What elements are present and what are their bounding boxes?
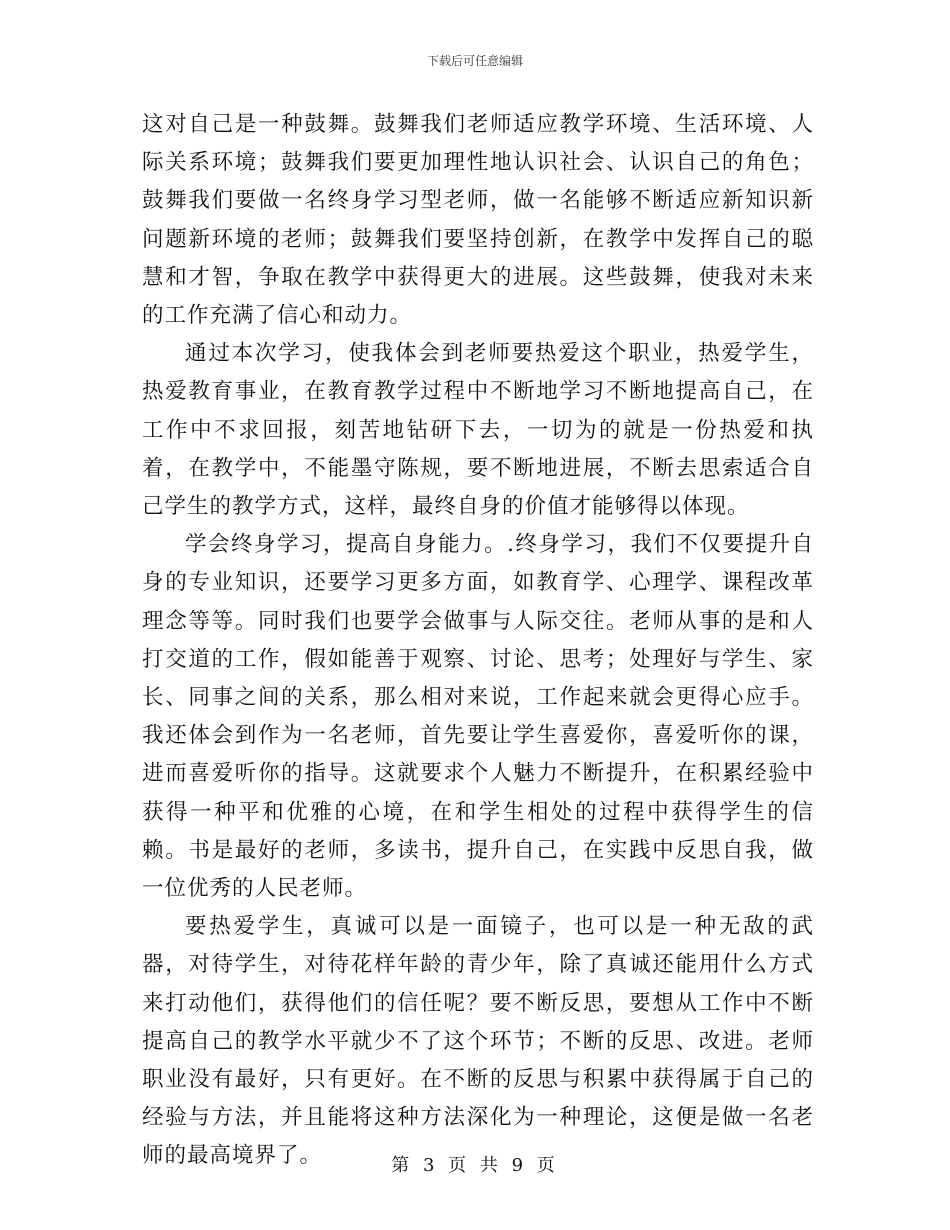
page-header: 下载后可任意编辑 <box>426 54 523 68</box>
paragraph-2: 通过本次学习，使我体会到老师要热爱这个职业，热爱学生，热爱教育事业，在教育教学过程中不断地学习不断地提高自己，在工作中不求回报，刻苦地钻研下去，一切为的就是一份热爱和执着，在教学中，不能墨守陈规，要不断地进展，不断去思索适合自己学生的教学方式，这样，最终自身的价值才能够得以体现。 <box>142 341 814 520</box>
document-body <box>142 106 814 1176</box>
page-number: 第 3 页 共 9 页 <box>391 1155 559 1176</box>
paragraph-3: 学会终身学习，提高自身能力。.终身学习，我们不仅要提升自身的专业知识，还要学习更多方面，如教育学、心理学、课程改革理念等等。同时我们也要学会做事与人际交往。老师从事的是和人打交道的工作，假如能善于观察、讨论、思考；处理好与学生、家长、同事之间的关系，那么相对来说，工作起来就会更得心应手。我还体会到作为一名老师，首先要让学生喜爱你，喜爱听你的课，进而喜爱听你的指导。这就要求个人魅力不断提升，在积累经验中获得一种平和优雅的心境，在和学生相处的过程中获得学生的信赖。书是最好的老师，多读书，提升自己，在实践中反思自我，做一位优秀的人民老师。 <box>142 532 814 902</box>
paragraph-4: 要热爱学生，真诚可以是一面镜子，也可以是一种无敌的武器，对待学生，对待花样年龄的青少年，除了真诚还能用什么方式来打动他们，获得他们的信任呢？要不断反思，要想从工作中不断提高自己的教学水平就少不了这个环节；不断的反思、改进。老师职业没有最好，只有更好。在不断的反思与积累中获得属于自己的经验与方法，并且能将这种方法深化为一种理论，这便是做一名老师的最高境界了。 <box>142 914 814 1169</box>
paragraph-1: 这对自己是一种鼓舞。鼓舞我们老师适应教学环境、生活环境、人际关系环境；鼓舞我们要更加理性地认识社会、认识自己的角色；鼓舞我们要做一名终身学习型老师，做一名能够不断适应新知识新问题新环境的老师；鼓舞我们要坚持创新，在教学中发挥自己的聪慧和才智，争取在教学中获得更大的进展。这些鼓舞，使我对未来的工作充满了信心和动力。 <box>142 112 814 329</box>
